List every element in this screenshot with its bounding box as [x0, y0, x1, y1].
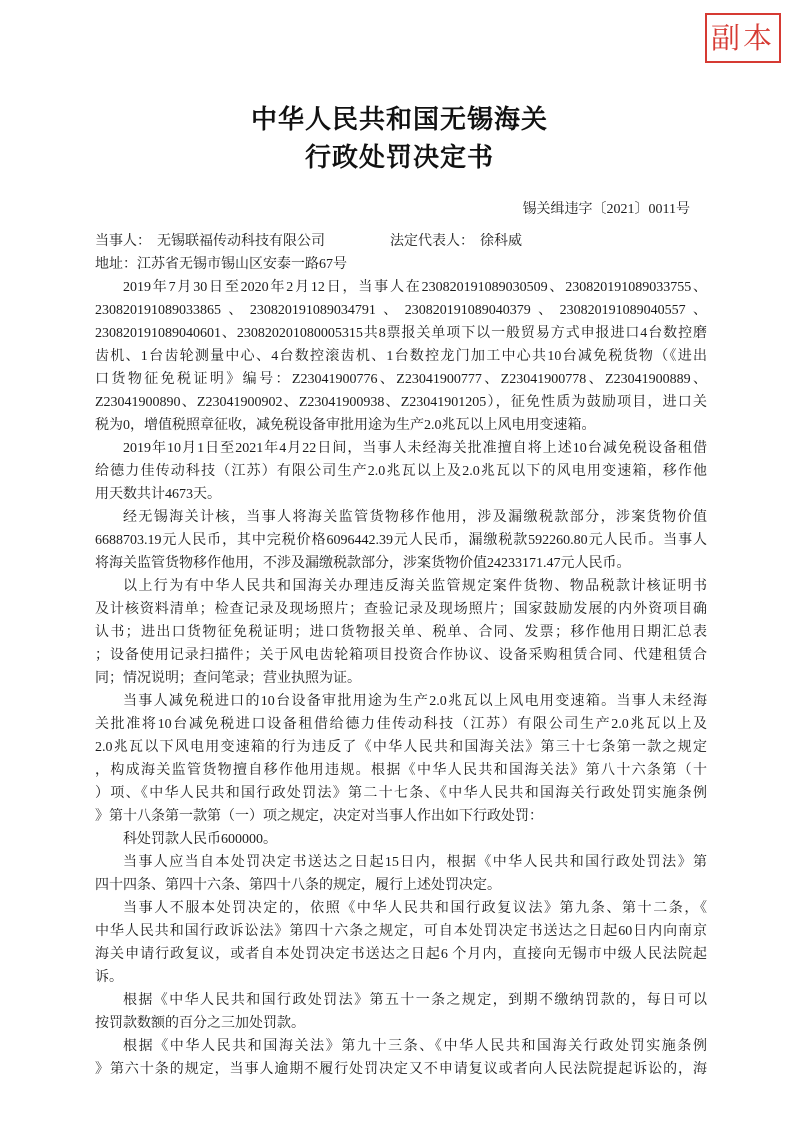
paragraph-line: 》第六十条的规定，当事人逾期不履行处罚决定又不申请复议或者向人民法院提起诉讼的，海 — [95, 1062, 707, 1077]
paragraph-line: 中华人民共和国行政诉讼法》第四十六条之规定，可自本处罚决定书送达之日起60日内向南京 — [95, 924, 707, 939]
address-label: 地址： — [95, 257, 137, 272]
paragraph-appeal — [95, 897, 707, 989]
paragraph-deadline — [95, 851, 707, 897]
paragraph-enforcement — [95, 1035, 707, 1081]
document-number: 锡关缉违字〔2021〕0011号 — [522, 202, 690, 217]
paragraph-valuation — [95, 506, 707, 575]
paragraph-line: 科处罚款人民币600000。 — [123, 832, 277, 847]
paragraph-line: 2.0兆瓦以下风电用变速箱的行为违反了《中华人民共和国海关法》第三十七条第一款之规定 — [95, 740, 707, 755]
paragraph-line: 2019年10月1日至2021年4月22日间，当事人未经海关批准擅自将上述10台减免税设备租借 — [123, 441, 707, 456]
paragraph-line: 当事人不服本处罚决定的，依照《中华人民共和国行政复议法》第九条、第十二条，《 — [123, 901, 707, 916]
paragraph-line: 海关申请行政复议，或者自本处罚决定书送达之日起6 个月内，直接向无锡市中级人民法院起 — [95, 947, 707, 962]
document-title: 行政处罚决定书 — [304, 143, 494, 173]
document-title-authority: 中华人民共和国无锡海关 — [250, 105, 548, 135]
paragraph-line: ）项、《中华人民共和国行政处罚法》第二十七条、《中华人民共和国海关行政处罚实施条例 — [95, 786, 707, 801]
paragraph-line: 以上行为有中华人民共和国海关办理违反海关监管规定案件货物、物品税款计核证明书 — [123, 579, 707, 594]
party-name-label: 当事人： — [95, 234, 151, 249]
paragraph-line: 税为0，增值税照章征收，减免税设备审批用途为生产2.0兆瓦以上风电用变速箱。 — [95, 418, 596, 433]
paragraph-line: 6688703.19元人民币，其中完税价格6096442.39元人民币，漏缴税款592260.80元人民币。当事人 — [95, 533, 707, 548]
paragraph-late-fee — [95, 989, 707, 1035]
paragraph-line: 当事人应当自本处罚决定书送达之日起15日内，根据《中华人民共和国行政处罚法》第 — [123, 855, 707, 870]
paragraph-line: 》第十八条第一款第（一）项之规定，决定对当事人作出如下行政处罚： — [95, 809, 543, 824]
paragraph-line: 及计核资料清单；检查记录及现场照片；查验记录及现场照片；国家鼓励发展的内外资项目确 — [95, 602, 707, 617]
document-body — [95, 230, 707, 1081]
party-row — [95, 230, 707, 253]
paragraph-line: 经无锡海关计核，当事人将海关监管货物移作他用，涉及漏缴税款部分，涉案货物价值 — [123, 510, 707, 525]
paragraph-line: 2019年7月30日至2020年2月12日，当事人在230820191089030509、230820191089033755、 — [123, 280, 707, 295]
paragraph-line: 230820191089040601、230820201080005315共8票报关单项下以一般贸易方式申报进口4台数控磨 — [95, 326, 707, 341]
paragraph-lease — [95, 437, 707, 506]
legal-rep-label: 法定代表人： — [390, 234, 474, 249]
copy-stamp: 副本 — [705, 13, 781, 63]
paragraph-evidence — [95, 575, 707, 690]
party-name-value: 无锡联福传动科技有限公司 — [157, 234, 325, 249]
legal-rep-value: 徐科威 — [480, 234, 522, 249]
paragraph-line: Z23041900890、Z23041900902、Z23041900938、Z23041901205），征免性质为鼓励项目，进口关 — [95, 395, 707, 410]
paragraph-line: 当事人减免税进口的10台设备审批用途为生产2.0兆瓦以上风电用变速箱。当事人未经海 — [123, 694, 707, 709]
paragraph-line: 诉。 — [95, 970, 123, 985]
paragraph-violation — [95, 690, 707, 828]
paragraph-line: 给德力佳传动科技（江苏）有限公司生产2.0兆瓦以上及2.0兆瓦以下的风电用变速箱，移作他 — [95, 464, 707, 479]
paragraph-line: 齿机、1台齿轮测量中心、4台数控滚齿机、1台数控龙门加工中心共10台减免税货物（《进出 — [95, 349, 707, 364]
paragraph-line: 用天数共计4673天。 — [95, 487, 221, 502]
paragraph-line: 口货物征免税证明》编号：Z23041900776、Z23041900777、Z23041900778、Z23041900889、 — [95, 372, 707, 387]
paragraph-line: 认书；进出口货物征免税证明；进口货物报关单、税单、合同、发票；移作他用日期汇总表 — [95, 625, 707, 640]
paragraph-line: 根据《中华人民共和国海关法》第九十三条、《中华人民共和国海关行政处罚实施条例 — [123, 1039, 707, 1054]
paragraph-line: 按罚款数额的百分之三加处罚款。 — [95, 1016, 305, 1031]
paragraph-line: 根据《中华人民共和国行政处罚法》第五十一条之规定，到期不缴纳罚款的，每日可以 — [123, 993, 707, 1008]
paragraph-line: 四十四条、第四十六条、第四十八条的规定，履行上述处罚决定。 — [95, 878, 501, 893]
address-value: 江苏省无锡市锡山区安泰一路67号 — [137, 257, 347, 272]
legal-representative — [390, 230, 522, 253]
paragraph-line: ，构成海关监管货物擅自移作他用违规。根据《中华人民共和国海关法》第八十六条第（十 — [95, 763, 707, 778]
paragraph-line: ；设备使用记录扫描件；关于风电齿轮箱项目投资合作协议、设备采购租赁合同、代建租赁合 — [95, 648, 707, 663]
address-row — [95, 253, 707, 276]
paragraph-facts — [95, 276, 707, 437]
penalty-amount — [95, 828, 707, 851]
paragraph-line: 230820191089033865、230820191089034791、230820191089040379、230820191089040557、 — [95, 303, 707, 318]
paragraph-line: 关批准将10台减免税进口设备租借给德力佳传动科技（江苏）有限公司生产2.0兆瓦以上及 — [95, 717, 707, 732]
paragraph-line: 同；情况说明；查问笔录；营业执照为证。 — [95, 671, 361, 686]
paragraph-line: 将海关监管货物移作他用，不涉及漏缴税款部分，涉案货物价值24233171.47元人民币。 — [95, 556, 631, 571]
